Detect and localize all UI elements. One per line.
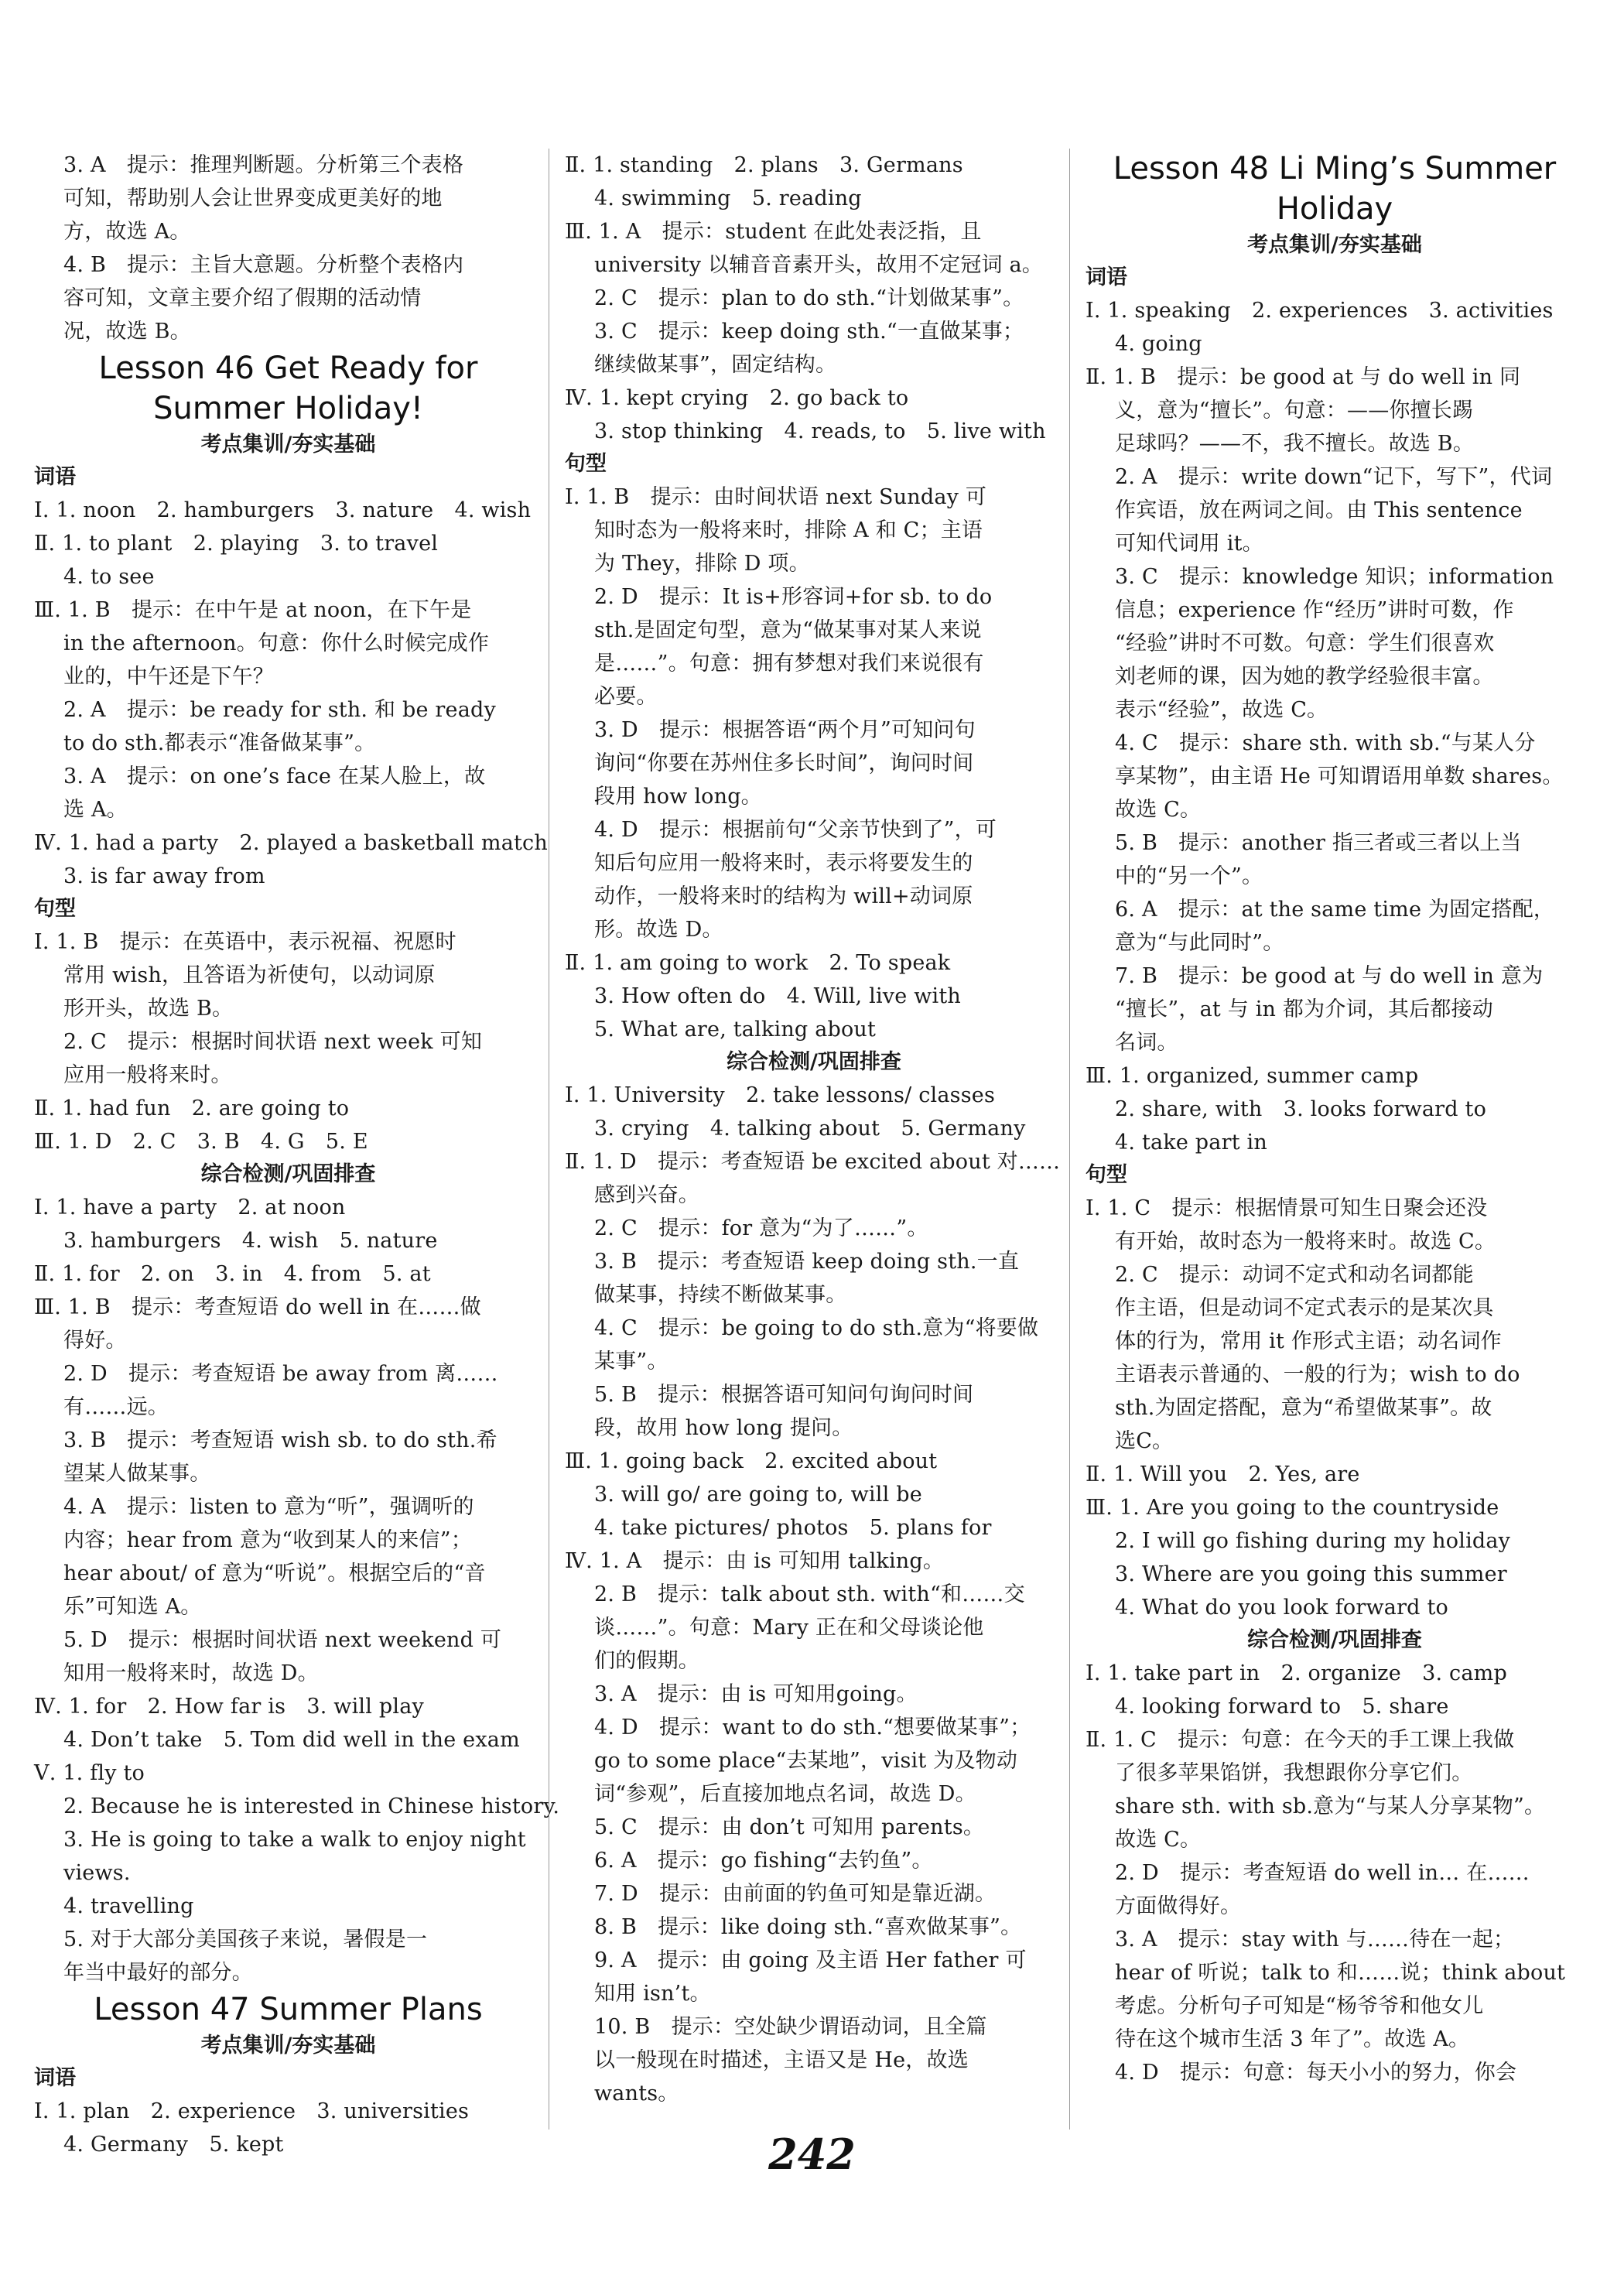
answer-line: Ⅱ. 1. C 提示：句意：在今天的手工课上我做 bbox=[1086, 1728, 1515, 1752]
answer-line: Ⅱ. 1. for 2. on 3. in 4. from 5. at bbox=[34, 1262, 431, 1286]
lesson-title: Holiday bbox=[1276, 191, 1393, 227]
section-heading: 句型 bbox=[34, 897, 76, 921]
section-subtitle: 综合检测/巩固排查 bbox=[727, 1050, 901, 1074]
answer-line: 可知，帮助别人会让世界变成更美好的地 bbox=[63, 186, 443, 210]
answer-line: 故选 C。 bbox=[1115, 1828, 1202, 1852]
answer-line: 3. He is going to take a walk to enjoy night bbox=[63, 1828, 526, 1852]
answer-line: 为 They，排除 D 项。 bbox=[594, 552, 810, 576]
answer-line: 有……远。 bbox=[63, 1395, 169, 1419]
answer-line: 5. C 提示：由 don’t 可知用 parents。 bbox=[594, 1815, 985, 1839]
section-subtitle: 综合检测/巩固排查 bbox=[200, 1162, 376, 1186]
answer-line: 可知代词用 it。 bbox=[1115, 532, 1263, 556]
answer-line: 知后句应用一般将来时，表示将要发生的 bbox=[594, 851, 973, 875]
answer-line: 3. A 提示：推理判断题。分析第三个表格 bbox=[63, 153, 464, 177]
answer-line: 2. I will go fishing during my holiday bbox=[1115, 1529, 1511, 1553]
answer-line: 乐”可知选 A。 bbox=[63, 1595, 202, 1619]
answer-line: 2. share, with 3. looks forward to bbox=[1115, 1097, 1487, 1121]
answer-line: Ⅱ. 1. D 提示：考查短语 be excited about 对…… bbox=[565, 1150, 1061, 1174]
answer-line: 2. C 提示：plan to do sth.“计划做某事”。 bbox=[594, 286, 1024, 310]
answer-line: 5. D 提示：根据时间状语 next weekend 可 bbox=[63, 1628, 502, 1652]
answer-line: 况，故选 B。 bbox=[63, 320, 191, 344]
section-heading: 词语 bbox=[34, 2066, 76, 2090]
answer-line: 必要。 bbox=[594, 685, 658, 709]
answer-line: 3. A 提示：stay with 与……待在一起； bbox=[1115, 1928, 1515, 1952]
answer-line: Ⅰ. 1. plan 2. experience 3. universities bbox=[34, 2099, 470, 2123]
answer-line: Ⅲ. 1. organized, summer camp bbox=[1086, 1064, 1419, 1088]
answer-line: wants。 bbox=[594, 2082, 679, 2106]
answer-line: 4. C 提示：share sth. with sb.“与某人分 bbox=[1115, 731, 1536, 755]
answer-line: 中的“另一个”。 bbox=[1115, 864, 1263, 888]
lesson-title: Lesson 47 Summer Plans bbox=[94, 1992, 483, 2027]
answer-line: 有开始，故时态为一般将来时。故选 C。 bbox=[1115, 1230, 1496, 1254]
column-right bbox=[1069, 149, 1590, 2130]
answer-line: 4. travelling bbox=[63, 1894, 194, 1918]
answer-line: Ⅲ. 1. A 提示：student 在此处表泛指，且 bbox=[565, 220, 982, 244]
lesson-title: Summer Holiday! bbox=[153, 391, 423, 426]
answer-line: Ⅴ. 1. fly to bbox=[34, 1761, 145, 1785]
answer-line: 2. Because he is interested in Chinese history. bbox=[63, 1794, 560, 1818]
answer-line: 5. B 提示：根据答语可知问句询问时间 bbox=[594, 1383, 974, 1407]
answer-line: 年当中最好的部分。 bbox=[63, 1961, 253, 1985]
answer-line: 4. C 提示：be going to do sth.意为“将要做 bbox=[594, 1316, 1039, 1340]
answer-line: 2. A 提示：be ready for sth. 和 be ready bbox=[63, 698, 496, 722]
answer-line: 以一般现在时描述，主语又是 He，故选 bbox=[594, 2048, 969, 2072]
answer-line: 4. A 提示：listen to 意为“听”，强调听的 bbox=[63, 1495, 474, 1519]
answer-line: 待在这个城市生活 3 年了”。故选 A。 bbox=[1115, 2027, 1470, 2051]
answer-line: 名词。 bbox=[1115, 1031, 1178, 1055]
answer-line: 2. A 提示：write down“记下，写下”，代词 bbox=[1115, 465, 1553, 489]
answer-line: Ⅰ. 1. B 提示：由时间状语 next Sunday 可 bbox=[565, 485, 987, 509]
answer-line: 形。故选 D。 bbox=[594, 918, 723, 942]
answer-line: 继续做某事”，固定结构。 bbox=[594, 353, 837, 377]
answer-line: 4. take pictures/ photos 5. plans for bbox=[594, 1516, 992, 1540]
answer-line: sth.是固定句型，意为“做某事对某人来说 bbox=[594, 618, 982, 642]
answer-line: in the afternoon。句意：你什么时候完成作 bbox=[63, 631, 490, 655]
answer-line: Ⅲ. 1. B 提示：在中午是 at noon，在下午是 bbox=[34, 598, 472, 622]
answer-line: 2. D 提示：考查短语 be away from 离…… bbox=[63, 1362, 498, 1386]
answer-line: Ⅲ. 1. B 提示：考查短语 do well in 在……做 bbox=[34, 1295, 481, 1319]
answer-line: views. bbox=[63, 1861, 131, 1885]
answer-line: 谈……”。句意：Mary 正在和父母谈论他 bbox=[594, 1616, 984, 1640]
answer-line: 5. What are, talking about bbox=[594, 1018, 877, 1042]
answer-line: 5. B 提示：another 指三者或三者以上当 bbox=[1115, 831, 1522, 855]
answer-line: 4. swimming 5. reading bbox=[594, 186, 862, 210]
answer-line: 3. D 提示：根据答语“两个月”可知问句 bbox=[594, 718, 976, 742]
answer-line: Ⅱ. 1. B 提示：be good at 与 do well in 同 bbox=[1086, 365, 1521, 389]
answer-line: 2. C 提示：动词不定式和动名词都能 bbox=[1115, 1263, 1474, 1287]
answer-line: 知用一般将来时，故选 D。 bbox=[63, 1661, 319, 1685]
answer-line: 足球吗？——不，我不擅长。故选 B。 bbox=[1115, 432, 1475, 456]
answer-line: 2. C 提示：根据时间状语 next week 可知 bbox=[63, 1030, 483, 1054]
answer-line: 3. A 提示：on one’s face 在某人脸上，故 bbox=[63, 765, 486, 789]
answer-line: 词“参观”，后直接加地点名词，故选 D。 bbox=[594, 1782, 976, 1806]
column-left bbox=[28, 149, 560, 2157]
answer-line: 2. D 提示：It is+形容词+for sb. to do bbox=[594, 585, 993, 609]
answer-line: 3. B 提示：考查短语 keep doing sth.一直 bbox=[594, 1250, 1020, 1274]
answer-line: Ⅰ. 1. University 2. take lessons/ classes bbox=[565, 1083, 996, 1107]
answer-line: 选 A。 bbox=[63, 798, 128, 822]
answer-line: 段，故用 how long 提问。 bbox=[594, 1416, 853, 1440]
answer-line: 段用 how long。 bbox=[594, 785, 762, 809]
answer-line: 是……”。句意：拥有梦想对我们来说很有 bbox=[594, 652, 984, 676]
answer-line: 方面做得好。 bbox=[1115, 1894, 1242, 1918]
answer-line: 刘老师的课，因为她的教学经验很丰富。 bbox=[1115, 665, 1494, 689]
answer-line: 们的假期。 bbox=[594, 1649, 699, 1673]
answer-line: 4. D 提示：句意：每天小小的努力，你会 bbox=[1115, 2061, 1517, 2085]
answer-line: 考虑。分析句子可知是“杨爷爷和他女儿 bbox=[1115, 1994, 1484, 2018]
answer-line: 询问“你要在苏州住多长时间”，询问时间 bbox=[594, 751, 974, 775]
answer-line: Ⅰ. 1. take part in 2. organize 3. camp bbox=[1086, 1661, 1507, 1685]
answer-line: Ⅰ. 1. have a party 2. at noon bbox=[34, 1196, 346, 1220]
answer-line: hear about/ of 意为“听说”。根据空后的“音 bbox=[63, 1562, 486, 1586]
answer-line: 望某人做某事。 bbox=[63, 1462, 211, 1486]
section-subtitle: 综合检测/巩固排查 bbox=[1247, 1628, 1422, 1652]
answer-line: 4. D 提示：want to do sth.“想要做某事”； bbox=[594, 1716, 1031, 1740]
answer-line: 2. B 提示：talk about sth. with“和……交 bbox=[594, 1582, 1025, 1606]
answer-line: 故选 C。 bbox=[1115, 798, 1202, 822]
answer-line: 体的行为，常用 it 作形式主语；动名词作 bbox=[1115, 1329, 1502, 1353]
page-number: 242 bbox=[768, 2130, 856, 2179]
answer-line: 作宾语，放在两词之间。由 This sentence bbox=[1115, 498, 1523, 522]
answer-line: 某事”。 bbox=[594, 1350, 668, 1373]
answer-line: 了很多苹果馅饼，我想跟你分享它们。 bbox=[1115, 1761, 1473, 1785]
answer-line: 2. C 提示：for 意为“为了……”。 bbox=[594, 1216, 928, 1240]
answer-line: 表示“经验”，故选 C。 bbox=[1115, 698, 1328, 722]
section-heading: 词语 bbox=[34, 465, 76, 489]
answer-line: 3. is far away from bbox=[63, 864, 265, 888]
answer-line: Ⅰ. 1. noon 2. hamburgers 3. nature 4. wish bbox=[34, 498, 532, 522]
answer-line: 4. to see bbox=[63, 565, 155, 589]
column-middle bbox=[549, 149, 1069, 2130]
answer-line: 3. will go/ are going to, will be bbox=[594, 1483, 922, 1507]
answer-line: 6. A 提示：at the same time 为固定搭配， bbox=[1115, 898, 1555, 922]
answer-line: 4. Don’t take 5. Tom did well in the exam bbox=[63, 1728, 520, 1752]
answer-line: 感到兴奋。 bbox=[594, 1183, 699, 1207]
answer-line: 3. C 提示：keep doing sth.“一直做某事； bbox=[594, 320, 1024, 344]
answer-line: 4. What do you look forward to bbox=[1115, 1596, 1448, 1620]
answer-line: 内容；hear from 意为“收到某人的来信”； bbox=[63, 1528, 472, 1552]
section-subtitle: 考点集训/夯实基础 bbox=[200, 433, 376, 457]
answer-line: 3. How often do 4. Will, live with bbox=[594, 984, 961, 1008]
answer-line: 3. hamburgers 4. wish 5. nature bbox=[63, 1229, 438, 1253]
answer-line: 4. B 提示：主旨大意题。分析整个表格内 bbox=[63, 253, 464, 277]
answer-line: 知时态为一般将来时，排除 A 和 C；主语 bbox=[594, 518, 983, 542]
lesson-title: Lesson 48 Li Ming’s Summer bbox=[1113, 151, 1557, 186]
answer-line: 4. looking forward to 5. share bbox=[1115, 1695, 1449, 1719]
answer-line: 容可知，文章主要介绍了假期的活动情 bbox=[63, 286, 422, 310]
answer-line: Ⅳ. 1. for 2. How far is 3. will play bbox=[34, 1695, 424, 1719]
answer-line: Ⅳ. 1. had a party 2. played a basketball match bbox=[34, 831, 548, 855]
answer-line: 做某事，持续不断做某事。 bbox=[594, 1283, 847, 1307]
answer-line: Ⅲ. 1. going back 2. excited about bbox=[565, 1449, 938, 1473]
section-heading: 句型 bbox=[565, 452, 607, 476]
answer-line: 4. going bbox=[1115, 332, 1202, 356]
answer-line: 知用 isn’t。 bbox=[594, 1982, 711, 2006]
answer-line: 选C。 bbox=[1115, 1429, 1174, 1453]
answer-line: Ⅰ. 1. C 提示：根据情景可知生日聚会还没 bbox=[1086, 1196, 1488, 1220]
answer-line: 常用 wish，且答语为祈使句，以动词原 bbox=[63, 963, 436, 987]
answer-line: 义，意为“擅长”。句意：——你擅长踢 bbox=[1115, 399, 1474, 422]
section-heading: 词语 bbox=[1086, 265, 1127, 289]
section-subtitle: 考点集训/夯实基础 bbox=[200, 2034, 376, 2058]
answer-line: university 以辅音音素开头，故用不定冠词 a。 bbox=[594, 253, 1044, 277]
section-subtitle: 考点集训/夯实基础 bbox=[1247, 233, 1422, 257]
answer-line: 享某物”，由主语 He 可知谓语用单数 shares。 bbox=[1115, 765, 1564, 789]
answer-line: Ⅰ. 1. speaking 2. experiences 3. activities bbox=[1086, 299, 1554, 323]
answer-line: Ⅱ. 1. am going to work 2. To speak bbox=[565, 951, 951, 975]
answer-line: 3. crying 4. talking about 5. Germany bbox=[594, 1117, 1026, 1141]
answer-line: 4. take part in bbox=[1115, 1131, 1267, 1155]
answer-line: 5. 对于大部分美国孩子来说，暑假是一 bbox=[63, 1928, 428, 1952]
answer-line: 作主语，但是动词不定式表示的是某次具 bbox=[1115, 1296, 1494, 1320]
answer-line: 信息；experience 作“经历”讲时可数，作 bbox=[1115, 598, 1514, 622]
answer-line: 方，故选 A。 bbox=[63, 220, 191, 244]
answer-line: “擅长”，at 与 in 都为介词，其后都接动 bbox=[1115, 997, 1493, 1021]
answer-line: 动作，一般将来时的结构为 will+动词原 bbox=[594, 884, 973, 908]
answer-line: 主语表示普通的、一般的行为；wish to do bbox=[1115, 1363, 1520, 1387]
answer-line: Ⅱ. 1. standing 2. plans 3. Germans bbox=[565, 153, 963, 177]
answer-line: 9. A 提示：由 going 及主语 Her father 可 bbox=[594, 1948, 1027, 1972]
answer-line: Ⅳ. 1. kept crying 2. go back to bbox=[565, 386, 909, 410]
lesson-title: Lesson 46 Get Ready for bbox=[98, 351, 478, 386]
answer-line: 6. A 提示：go fishing“去钓鱼”。 bbox=[594, 1849, 933, 1873]
answer-line: 8. B 提示：like doing sth.“喜欢做某事”。 bbox=[594, 1915, 1022, 1939]
answer-line: go to some place“去某地”，visit 为及物动 bbox=[594, 1749, 1018, 1773]
answer-line: Ⅱ. 1. to plant 2. playing 3. to travel bbox=[34, 532, 439, 556]
answer-line: Ⅱ. 1. Will you 2. Yes, are bbox=[1086, 1462, 1360, 1486]
answer-line: “经验”讲时不可数。句意：学生们很喜欢 bbox=[1115, 631, 1495, 655]
answer-line: to do sth.都表示“准备做某事”。 bbox=[63, 731, 376, 755]
answer-line: Ⅳ. 1. A 提示：由 is 可知用 talking。 bbox=[565, 1549, 945, 1573]
answer-line: Ⅰ. 1. B 提示：在英语中，表示祝福、祝愿时 bbox=[34, 930, 456, 954]
section-heading: 句型 bbox=[1086, 1163, 1127, 1187]
answer-line: share sth. with sb.意为“与某人分享某物”。 bbox=[1115, 1794, 1546, 1818]
answer-line: 业的，中午还是下午？ bbox=[63, 665, 274, 689]
answer-line: 形开头，故选 B。 bbox=[63, 997, 234, 1021]
answer-line: 2. D 提示：考查短语 do well in… 在…… bbox=[1115, 1861, 1530, 1885]
answer-line: Ⅱ. 1. had fun 2. are going to bbox=[34, 1096, 350, 1120]
answer-line: 3. C 提示：knowledge 知识；information bbox=[1115, 565, 1554, 589]
answer-line: 10. B 提示：空处缺少谓语动词，且全篇 bbox=[594, 2015, 987, 2039]
answer-line: 3. A 提示：由 is 可知用going。 bbox=[594, 1682, 918, 1706]
answer-line: 3. Where are you going this summer bbox=[1115, 1562, 1507, 1586]
answer-line: 7. D 提示：由前面的钓鱼可知是靠近湖。 bbox=[594, 1882, 997, 1906]
answer-line: 3. stop thinking 4. reads, to 5. live with bbox=[594, 419, 1046, 443]
answer-line: 3. B 提示：考查短语 wish sb. to do sth.希 bbox=[63, 1428, 497, 1452]
answer-line: Ⅲ. 1. D 2. C 3. B 4. G 5. E bbox=[34, 1130, 368, 1154]
answer-line: 4. D 提示：根据前句“父亲节快到了”，可 bbox=[594, 818, 997, 842]
answer-line: 得好。 bbox=[63, 1329, 127, 1353]
answer-line: sth.为固定搭配，意为“希望做某事”。故 bbox=[1115, 1396, 1492, 1420]
answer-line: 7. B 提示：be good at 与 do well in 意为 bbox=[1115, 964, 1544, 988]
answer-line: 应用一般将来时。 bbox=[63, 1063, 232, 1087]
answer-line: hear of 听说；talk to 和……说；think about bbox=[1115, 1961, 1566, 1985]
answer-line: 4. Germany 5. kept bbox=[63, 2133, 284, 2157]
answer-line: 意为“与此同时”。 bbox=[1115, 931, 1284, 955]
answer-line: Ⅲ. 1. Are you going to the countryside bbox=[1086, 1496, 1499, 1520]
